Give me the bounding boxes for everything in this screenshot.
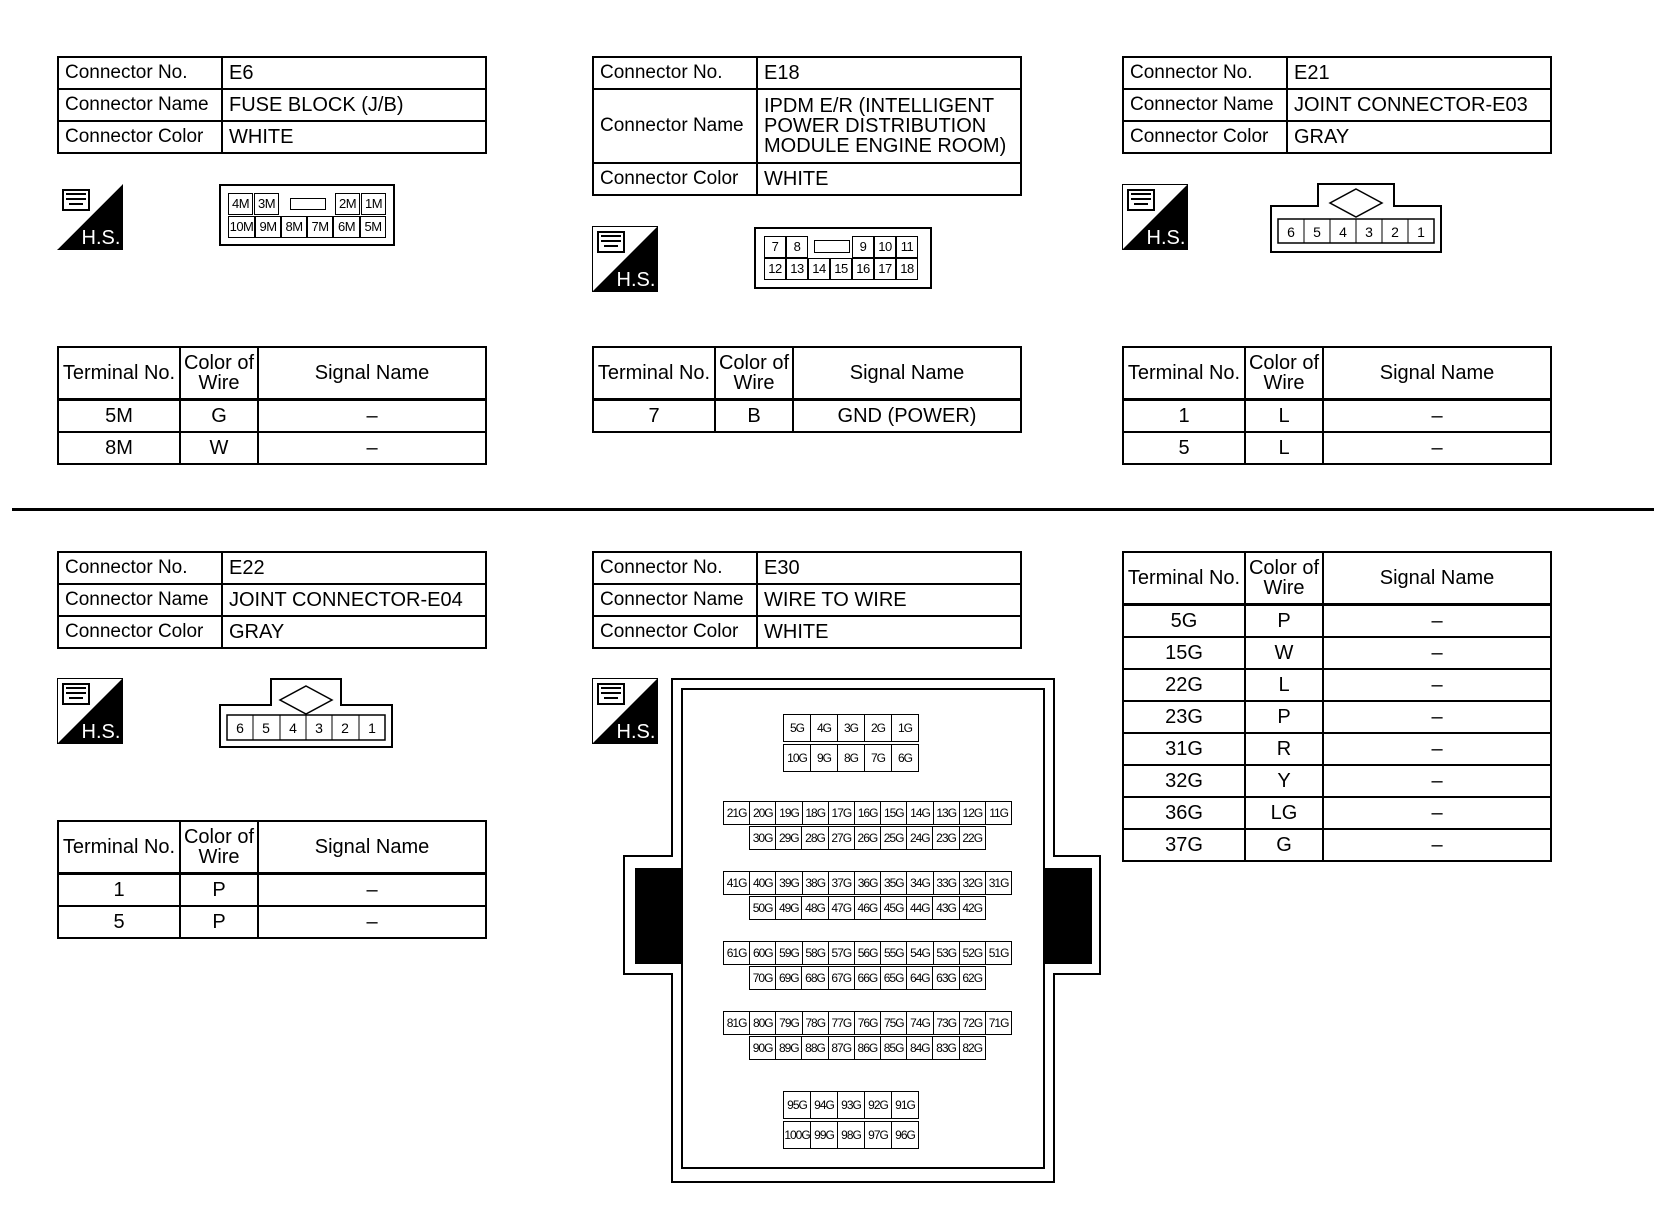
e30-pin: 24G: [906, 826, 933, 850]
e18-pin: 12: [764, 258, 786, 280]
e22-connector-face: [219, 678, 393, 748]
e18-pin: 13: [786, 258, 808, 280]
e30-pin: 43G: [932, 896, 959, 920]
th-color-of-wire: Color of Wire: [1245, 552, 1323, 605]
e18-key-slot: [814, 240, 850, 253]
e21-connector-name: JOINT CONNECTOR-E03: [1287, 89, 1551, 121]
e30-pin: 87G: [828, 1036, 855, 1060]
e6-pin: 5M: [360, 216, 386, 238]
terminal-no: 8M: [58, 432, 180, 464]
label-connector-no: Connector No.: [58, 57, 222, 89]
th-terminal-no: Terminal No.: [593, 347, 715, 400]
harness-side-icon: [592, 226, 658, 292]
label-connector-color: Connector Color: [58, 121, 222, 153]
e30-pin: 85G: [880, 1036, 907, 1060]
e30-pin: 29G: [775, 826, 802, 850]
wire-color: W: [1245, 637, 1323, 669]
svg-text:H.S.: H.S.: [1146, 227, 1186, 249]
e18-pin: 18: [896, 258, 918, 280]
terminal-no: 31G: [1123, 733, 1245, 765]
e30-connector-info: [592, 551, 1022, 649]
terminal-no: 37G: [1123, 829, 1245, 861]
label-connector-no: Connector No.: [593, 552, 757, 584]
e30-pin: 47G: [828, 896, 855, 920]
e30-pin: 28G: [801, 826, 828, 850]
signal-name: –: [1323, 829, 1551, 861]
e30-pin: 65G: [880, 966, 907, 990]
e30-connector-color: WHITE: [757, 616, 1021, 648]
signal-name: –: [1323, 637, 1551, 669]
e30-pin: 100G: [783, 1121, 811, 1149]
e30-pin: 51G: [985, 941, 1012, 965]
e30-pin: 78G: [802, 1011, 829, 1035]
th-signal-name: Signal Name: [258, 347, 486, 400]
th-color-of-wire: Color of Wire: [715, 347, 793, 400]
e30-pin: 92G: [864, 1091, 892, 1119]
e30-pin: 40G: [749, 871, 776, 895]
e30-pin: 79G: [775, 1011, 802, 1035]
e30-pin: 96G: [891, 1121, 919, 1149]
e30-pin: 12G: [959, 801, 986, 825]
wire-color: LG: [1245, 797, 1323, 829]
e22-pin: 1: [368, 720, 376, 736]
e30-pin: 36G: [854, 871, 881, 895]
terminal-no: 7: [593, 400, 715, 433]
e30-pin: 52G: [959, 941, 986, 965]
signal-name: –: [1323, 400, 1551, 433]
wire-color: P: [180, 906, 258, 938]
e30-pin: 61G: [723, 941, 750, 965]
th-terminal-no: Terminal No.: [1123, 347, 1245, 400]
wire-color: Y: [1245, 765, 1323, 797]
svg-text:H.S.: H.S.: [81, 227, 121, 249]
signal-name: –: [258, 432, 486, 464]
e30-pin: 4G: [810, 714, 838, 742]
e6-pin: 2M: [335, 193, 360, 215]
th-signal-name: Signal Name: [793, 347, 1021, 400]
label-connector-name: Connector Name: [593, 584, 757, 616]
e6-connector-color: WHITE: [222, 121, 486, 153]
e30-pin: 64G: [906, 966, 933, 990]
e6-terminal-table: [57, 346, 487, 465]
wire-color: B: [715, 400, 793, 433]
signal-name: –: [258, 874, 486, 907]
e22-connector-color: GRAY: [222, 616, 486, 648]
e30-pin: 84G: [906, 1036, 933, 1060]
terminal-no: 15G: [1123, 637, 1245, 669]
e22-connector-no: E22: [222, 552, 486, 584]
signal-name: –: [1323, 701, 1551, 733]
e30-pin: 19G: [775, 801, 802, 825]
th-color-of-wire: Color of Wire: [180, 821, 258, 874]
th-terminal-no: Terminal No.: [1123, 552, 1245, 605]
e22-connector-name: JOINT CONNECTOR-E04: [222, 584, 486, 616]
e30-pin: 23G: [932, 826, 959, 850]
e18-connector-info: [592, 56, 1022, 196]
e30-pin: 3G: [837, 714, 865, 742]
terminal-no: 5M: [58, 400, 180, 433]
e6-pin: 3M: [254, 193, 279, 215]
e30-pin: 63G: [932, 966, 959, 990]
e21-connector-info: [1122, 56, 1552, 154]
e18-pin: 14: [808, 258, 830, 280]
e30-pin: 7G: [864, 744, 892, 772]
e30-terminal-table: [1122, 551, 1552, 862]
e6-key-slot: [290, 198, 326, 210]
e30-pin: 58G: [802, 941, 829, 965]
e30-pin: 69G: [775, 966, 802, 990]
e30-pin: 1G: [891, 714, 919, 742]
e30-pin: 72G: [959, 1011, 986, 1035]
e6-connector-no: E6: [222, 57, 486, 89]
e30-pin: 60G: [749, 941, 776, 965]
e30-pin: 93G: [837, 1091, 865, 1119]
signal-name: –: [258, 400, 486, 433]
e21-pin: 2: [1391, 224, 1399, 240]
e30-pin: 32G: [959, 871, 986, 895]
e18-pin: 8: [786, 236, 808, 258]
e30-pin: 53G: [933, 941, 960, 965]
e30-pin: 66G: [854, 966, 881, 990]
e30-pin: 89G: [775, 1036, 802, 1060]
harness-side-icon: [1122, 184, 1188, 250]
e30-pin: 44G: [906, 896, 933, 920]
e30-pin: 91G: [891, 1091, 919, 1119]
wire-color: P: [1245, 605, 1323, 638]
e21-pin: 3: [1365, 224, 1373, 240]
terminal-no: 1: [1123, 400, 1245, 433]
wire-color: W: [180, 432, 258, 464]
wire-color: P: [180, 874, 258, 907]
e30-pin: 68G: [801, 966, 828, 990]
e22-pin: 5: [262, 720, 270, 736]
e22-pin: 2: [341, 720, 349, 736]
signal-name: –: [258, 906, 486, 938]
e30-pin: 27G: [828, 826, 855, 850]
e30-pin: 18G: [802, 801, 829, 825]
e18-connector-color: WHITE: [757, 163, 1021, 195]
terminal-no: 36G: [1123, 797, 1245, 829]
e30-pin: 37G: [828, 871, 855, 895]
e30-pin: 83G: [932, 1036, 959, 1060]
e30-pin: 33G: [933, 871, 960, 895]
th-color-of-wire: Color of Wire: [1245, 347, 1323, 400]
e30-pin: 20G: [749, 801, 776, 825]
e30-pin: 86G: [854, 1036, 881, 1060]
e18-connector-face: [754, 227, 932, 289]
e6-connector-face: [219, 184, 395, 246]
signal-name: –: [1323, 432, 1551, 464]
e30-pin: 11G: [985, 801, 1012, 825]
e21-pin: 6: [1287, 224, 1295, 240]
e30-pin: 15G: [880, 801, 907, 825]
harness-side-icon: [57, 184, 123, 250]
e30-pin: 88G: [801, 1036, 828, 1060]
svg-text:H.S.: H.S.: [616, 721, 656, 743]
e6-pin: 10M: [228, 216, 255, 238]
signal-name: –: [1323, 733, 1551, 765]
e30-pin: 90G: [749, 1036, 776, 1060]
e30-pin: 5G: [783, 714, 811, 742]
e6-connector-name: FUSE BLOCK (J/B): [222, 89, 486, 121]
e30-pin: 73G: [933, 1011, 960, 1035]
label-connector-no: Connector No.: [58, 552, 222, 584]
e18-pin: 15: [830, 258, 852, 280]
th-terminal-no: Terminal No.: [58, 347, 180, 400]
e21-terminal-table: [1122, 346, 1552, 465]
e30-pin: 25G: [880, 826, 907, 850]
e30-pin: 97G: [864, 1121, 892, 1149]
wire-color: G: [1245, 829, 1323, 861]
e30-pin: 55G: [880, 941, 907, 965]
e22-pin: 6: [236, 720, 244, 736]
e18-pin: 10: [874, 236, 896, 258]
e30-pin: 2G: [864, 714, 892, 742]
e6-pin: 7M: [307, 216, 333, 238]
e30-pin: 14G: [906, 801, 933, 825]
terminal-no: 1: [58, 874, 180, 907]
label-connector-color: Connector Color: [593, 616, 757, 648]
terminal-no: 23G: [1123, 701, 1245, 733]
e30-pin: 81G: [723, 1011, 750, 1035]
svg-text:H.S.: H.S.: [81, 721, 121, 743]
e22-pin: 3: [315, 720, 323, 736]
th-signal-name: Signal Name: [258, 821, 486, 874]
section-divider: [12, 508, 1654, 511]
th-terminal-no: Terminal No.: [58, 821, 180, 874]
e30-pin: 54G: [906, 941, 933, 965]
e30-pin: 76G: [854, 1011, 881, 1035]
label-connector-color: Connector Color: [58, 616, 222, 648]
e21-pin: 1: [1417, 224, 1425, 240]
e30-pin: 94G: [810, 1091, 838, 1119]
terminal-no: 22G: [1123, 669, 1245, 701]
e30-pin: 62G: [959, 966, 986, 990]
wire-color: L: [1245, 669, 1323, 701]
e30-pin: 95G: [783, 1091, 811, 1119]
signal-name: –: [1323, 605, 1551, 638]
e30-pin: 98G: [837, 1121, 865, 1149]
e30-pin: 67G: [828, 966, 855, 990]
e21-pin: 5: [1313, 224, 1321, 240]
e30-pin: 80G: [749, 1011, 776, 1035]
e30-connector-no: E30: [757, 552, 1021, 584]
e18-connector-name: IPDM E/R (INTELLIGENT POWER DISTRIBUTION MODULE ENGINE ROOM): [757, 89, 1021, 163]
e30-pin: 99G: [810, 1121, 838, 1149]
e21-connector-face: [1270, 183, 1442, 253]
e30-pin: 45G: [880, 896, 907, 920]
label-connector-color: Connector Color: [593, 163, 757, 195]
e30-pin: 38G: [802, 871, 829, 895]
e30-pin: 17G: [828, 801, 855, 825]
e30-pin: 34G: [906, 871, 933, 895]
e22-terminal-table: [57, 820, 487, 939]
terminal-no: 5: [58, 906, 180, 938]
e18-connector-no: E18: [757, 57, 1021, 89]
e30-pin: 39G: [775, 871, 802, 895]
e18-pin: 16: [852, 258, 874, 280]
e30-pin: 42G: [959, 896, 986, 920]
e18-pin: 9: [852, 236, 874, 258]
label-connector-name: Connector Name: [1123, 89, 1287, 121]
signal-name: GND (POWER): [793, 400, 1021, 433]
e6-pin: 4M: [228, 193, 253, 215]
svg-text:H.S.: H.S.: [616, 269, 656, 291]
e21-connector-color: GRAY: [1287, 121, 1551, 153]
terminal-no: 5G: [1123, 605, 1245, 638]
e30-connector-name: WIRE TO WIRE: [757, 584, 1021, 616]
e6-pin: 8M: [281, 216, 307, 238]
th-signal-name: Signal Name: [1323, 552, 1551, 605]
signal-name: –: [1323, 765, 1551, 797]
label-connector-name: Connector Name: [58, 584, 222, 616]
wire-color: L: [1245, 432, 1323, 464]
e30-pin: 41G: [723, 871, 750, 895]
e30-pin: 35G: [880, 871, 907, 895]
wire-color: R: [1245, 733, 1323, 765]
e30-pin: 10G: [783, 744, 811, 772]
e30-pin: 71G: [985, 1011, 1012, 1035]
e6-pin: 9M: [255, 216, 281, 238]
signal-name: –: [1323, 797, 1551, 829]
e22-connector-info: [57, 551, 487, 649]
label-connector-no: Connector No.: [1123, 57, 1287, 89]
e30-pin: 31G: [985, 871, 1012, 895]
e6-connector-info: [57, 56, 487, 154]
label-connector-name: Connector Name: [58, 89, 222, 121]
e18-terminal-table: [592, 346, 1022, 433]
wire-color: G: [180, 400, 258, 433]
e30-pin: 50G: [749, 896, 776, 920]
wire-color: L: [1245, 400, 1323, 433]
e30-pin: 48G: [801, 896, 828, 920]
e30-pin: 59G: [775, 941, 802, 965]
e18-pin: 11: [896, 236, 918, 258]
e30-pin: 70G: [749, 966, 776, 990]
th-signal-name: Signal Name: [1323, 347, 1551, 400]
e18-pin: 7: [764, 236, 786, 258]
e30-pin: 6G: [891, 744, 919, 772]
e30-pin: 13G: [933, 801, 960, 825]
harness-side-icon: [57, 678, 123, 744]
e30-pin: 77G: [828, 1011, 855, 1035]
label-connector-name: Connector Name: [593, 89, 757, 163]
e6-pin: 6M: [333, 216, 360, 238]
e18-pin: 17: [874, 258, 896, 280]
terminal-no: 5: [1123, 432, 1245, 464]
e30-pin: 75G: [880, 1011, 907, 1035]
e21-pin: 4: [1339, 224, 1347, 240]
e30-pin: 16G: [854, 801, 881, 825]
e30-pin: 74G: [906, 1011, 933, 1035]
e30-pin: 8G: [837, 744, 865, 772]
e30-pin: 57G: [828, 941, 855, 965]
label-connector-no: Connector No.: [593, 57, 757, 89]
e30-pin: 49G: [775, 896, 802, 920]
e22-pin: 4: [289, 720, 297, 736]
e6-pin: 1M: [361, 193, 386, 215]
terminal-no: 32G: [1123, 765, 1245, 797]
e30-pin: 56G: [854, 941, 881, 965]
e30-pin: 9G: [810, 744, 838, 772]
e30-pin: 46G: [854, 896, 881, 920]
th-color-of-wire: Color of Wire: [180, 347, 258, 400]
signal-name: –: [1323, 669, 1551, 701]
e30-pin: 26G: [854, 826, 881, 850]
e30-pin: 30G: [749, 826, 776, 850]
e21-connector-no: E21: [1287, 57, 1551, 89]
label-connector-color: Connector Color: [1123, 121, 1287, 153]
e30-pin: 22G: [959, 826, 986, 850]
e30-pin: 82G: [959, 1036, 986, 1060]
wire-color: P: [1245, 701, 1323, 733]
e30-pin: 21G: [723, 801, 750, 825]
